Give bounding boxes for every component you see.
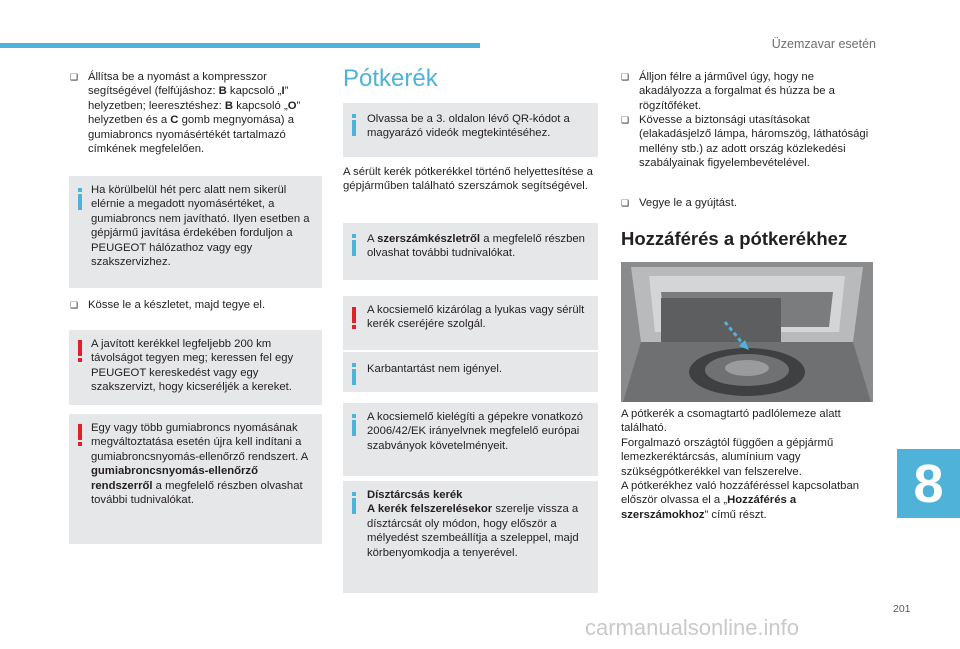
checkbox-bullet-icon: ❑ (70, 300, 79, 310)
step-safety (621, 113, 876, 183)
warning-box-distance (69, 330, 322, 405)
checkbox-bullet-icon: ❑ (621, 198, 630, 208)
info-box-maintenance (343, 352, 598, 392)
info-box-directive (343, 403, 598, 476)
step-disconnect (70, 298, 322, 314)
checkbox-bullet-icon: ❑ (70, 72, 79, 82)
section-heading-spare-wheel: Pótkerék (343, 65, 438, 92)
trunk-spare-wheel-illustration (621, 262, 873, 402)
warning-icon (78, 340, 82, 362)
info-icon (352, 114, 356, 136)
info-text: Ha körülbelül hét perc alatt nem sikerül elérnie a megadott nyomásértéket, a gumiabroncs nem javítható. Ilyen esetben a gépjármű javítása érdekében forduljon a PEUGEOT hálózathoz vagy egy szakszervizhez. (91, 184, 310, 269)
info-text: Dísztárcsás kerék A kerék felszerelésekor szerelje vissza a dísztárcsát oly módon, hogy először a mélyedést szembeállítja a szeleppel, majd körbenyomkodja a tenyerével. (367, 489, 579, 559)
info-icon (352, 363, 356, 385)
info-box-pressure (69, 176, 322, 288)
step-text: Kövesse a biztonsági utasításokat (elakadásjelző lámpa, háromszög, láthatósági mellény stb.) az adott ország közlekedési szabályainak figyelembevételével. (639, 114, 869, 170)
page-number: 201 (893, 603, 911, 615)
info-text: Olvassa be a 3. oldalon lévő QR-kódot a magyarázó videók megtekintéséhez. (367, 113, 570, 140)
watermark: carmanualsonline.info (585, 615, 800, 640)
section-title: Üzemzavar esetén (771, 37, 876, 51)
step-text: Vegye le a gyújtást. (639, 197, 737, 209)
spare-wheel-caption: A pótkerék a csomagtartó padlólemeze alatt található. Forgalmazó országtól függően a gépjármű lemezkeréktárcsás, alumínium vagy szükségpótkerékkel van felszerelve. A pótkerékhez való hozzáféréssel kapcsolatban először olvassa el a „Hozzáférés a szerszámokhoz” című részt. (621, 408, 860, 521)
info-text: Karbantartást nem igényel. (367, 363, 503, 375)
step-text: Állítsa be a nyomást a kompresszor segítségével (felfújáshoz: B kapcsoló „I” helyzetben; leeresztéshez: B kapcsoló „O” helyzetben és a C gomb megnyomása) a gumiabroncs nyomásértékét tartalmazó címkének megfelelően. (88, 71, 301, 156)
intro-paragraph: A sérült kerék pótkerékkel történő helyettesítése a gépjárműben található szerszámok segítségével. (343, 166, 593, 193)
warning-box-tpms (69, 414, 322, 544)
info-box-toolkit (343, 223, 598, 280)
warning-box-jack (343, 296, 598, 350)
step-park (621, 70, 876, 112)
checkbox-bullet-icon: ❑ (621, 72, 630, 82)
warning-text: A javított kerékkel legfeljebb 200 km távolságot tegyen meg; keressen fel egy PEUGEOT kereskedést vagy egy szakszervizt, hogy kicseréljék a kereket. (91, 338, 294, 394)
step-text: Kösse le a készletet, majd tegye el. (88, 299, 266, 311)
info-text: A kocsiemelő kielégíti a gépekre vonatkozó 2006/42/EK irányelvnek megfelelő európai szabványok követelményeit. (367, 411, 584, 452)
header-accent-bar (0, 43, 480, 48)
step-text: Álljon félre a járművel úgy, hogy ne akadályozza a forgalmat és húzza be a rögzítőféket. (639, 71, 835, 112)
info-box-hubcap (343, 481, 598, 593)
step-ignition (621, 196, 876, 212)
info-icon (352, 234, 356, 256)
chapter-tab: 8 (897, 449, 960, 518)
info-icon (352, 492, 356, 514)
info-box-qr (343, 103, 598, 157)
warning-text: Egy vagy több gumiabroncs nyomásának megváltoztatása esetén újra kell indítani a gumiabroncsnyomás-ellenőrző rendszert. A gumiabroncsnyomás-ellenőrző rendszerről a megfelelő részben olvashat további tudnivalókat. (91, 422, 308, 507)
info-subtitle: Dísztárcsás kerék (367, 489, 463, 501)
info-icon (352, 414, 356, 436)
warning-icon (352, 307, 356, 329)
heading-access-spare: Hozzáférés a pótkerékhez (621, 228, 848, 249)
warning-icon (78, 424, 82, 446)
info-text: A szerszámkészletről a megfelelő részben olvashat további tudnivalókat. (367, 233, 585, 260)
step-inflate (70, 70, 322, 160)
info-icon (78, 188, 82, 210)
warning-text: A kocsiemelő kizárólag a lyukas vagy sérült kerék cseréjére szolgál. (367, 304, 585, 331)
checkbox-bullet-icon: ❑ (621, 115, 630, 125)
